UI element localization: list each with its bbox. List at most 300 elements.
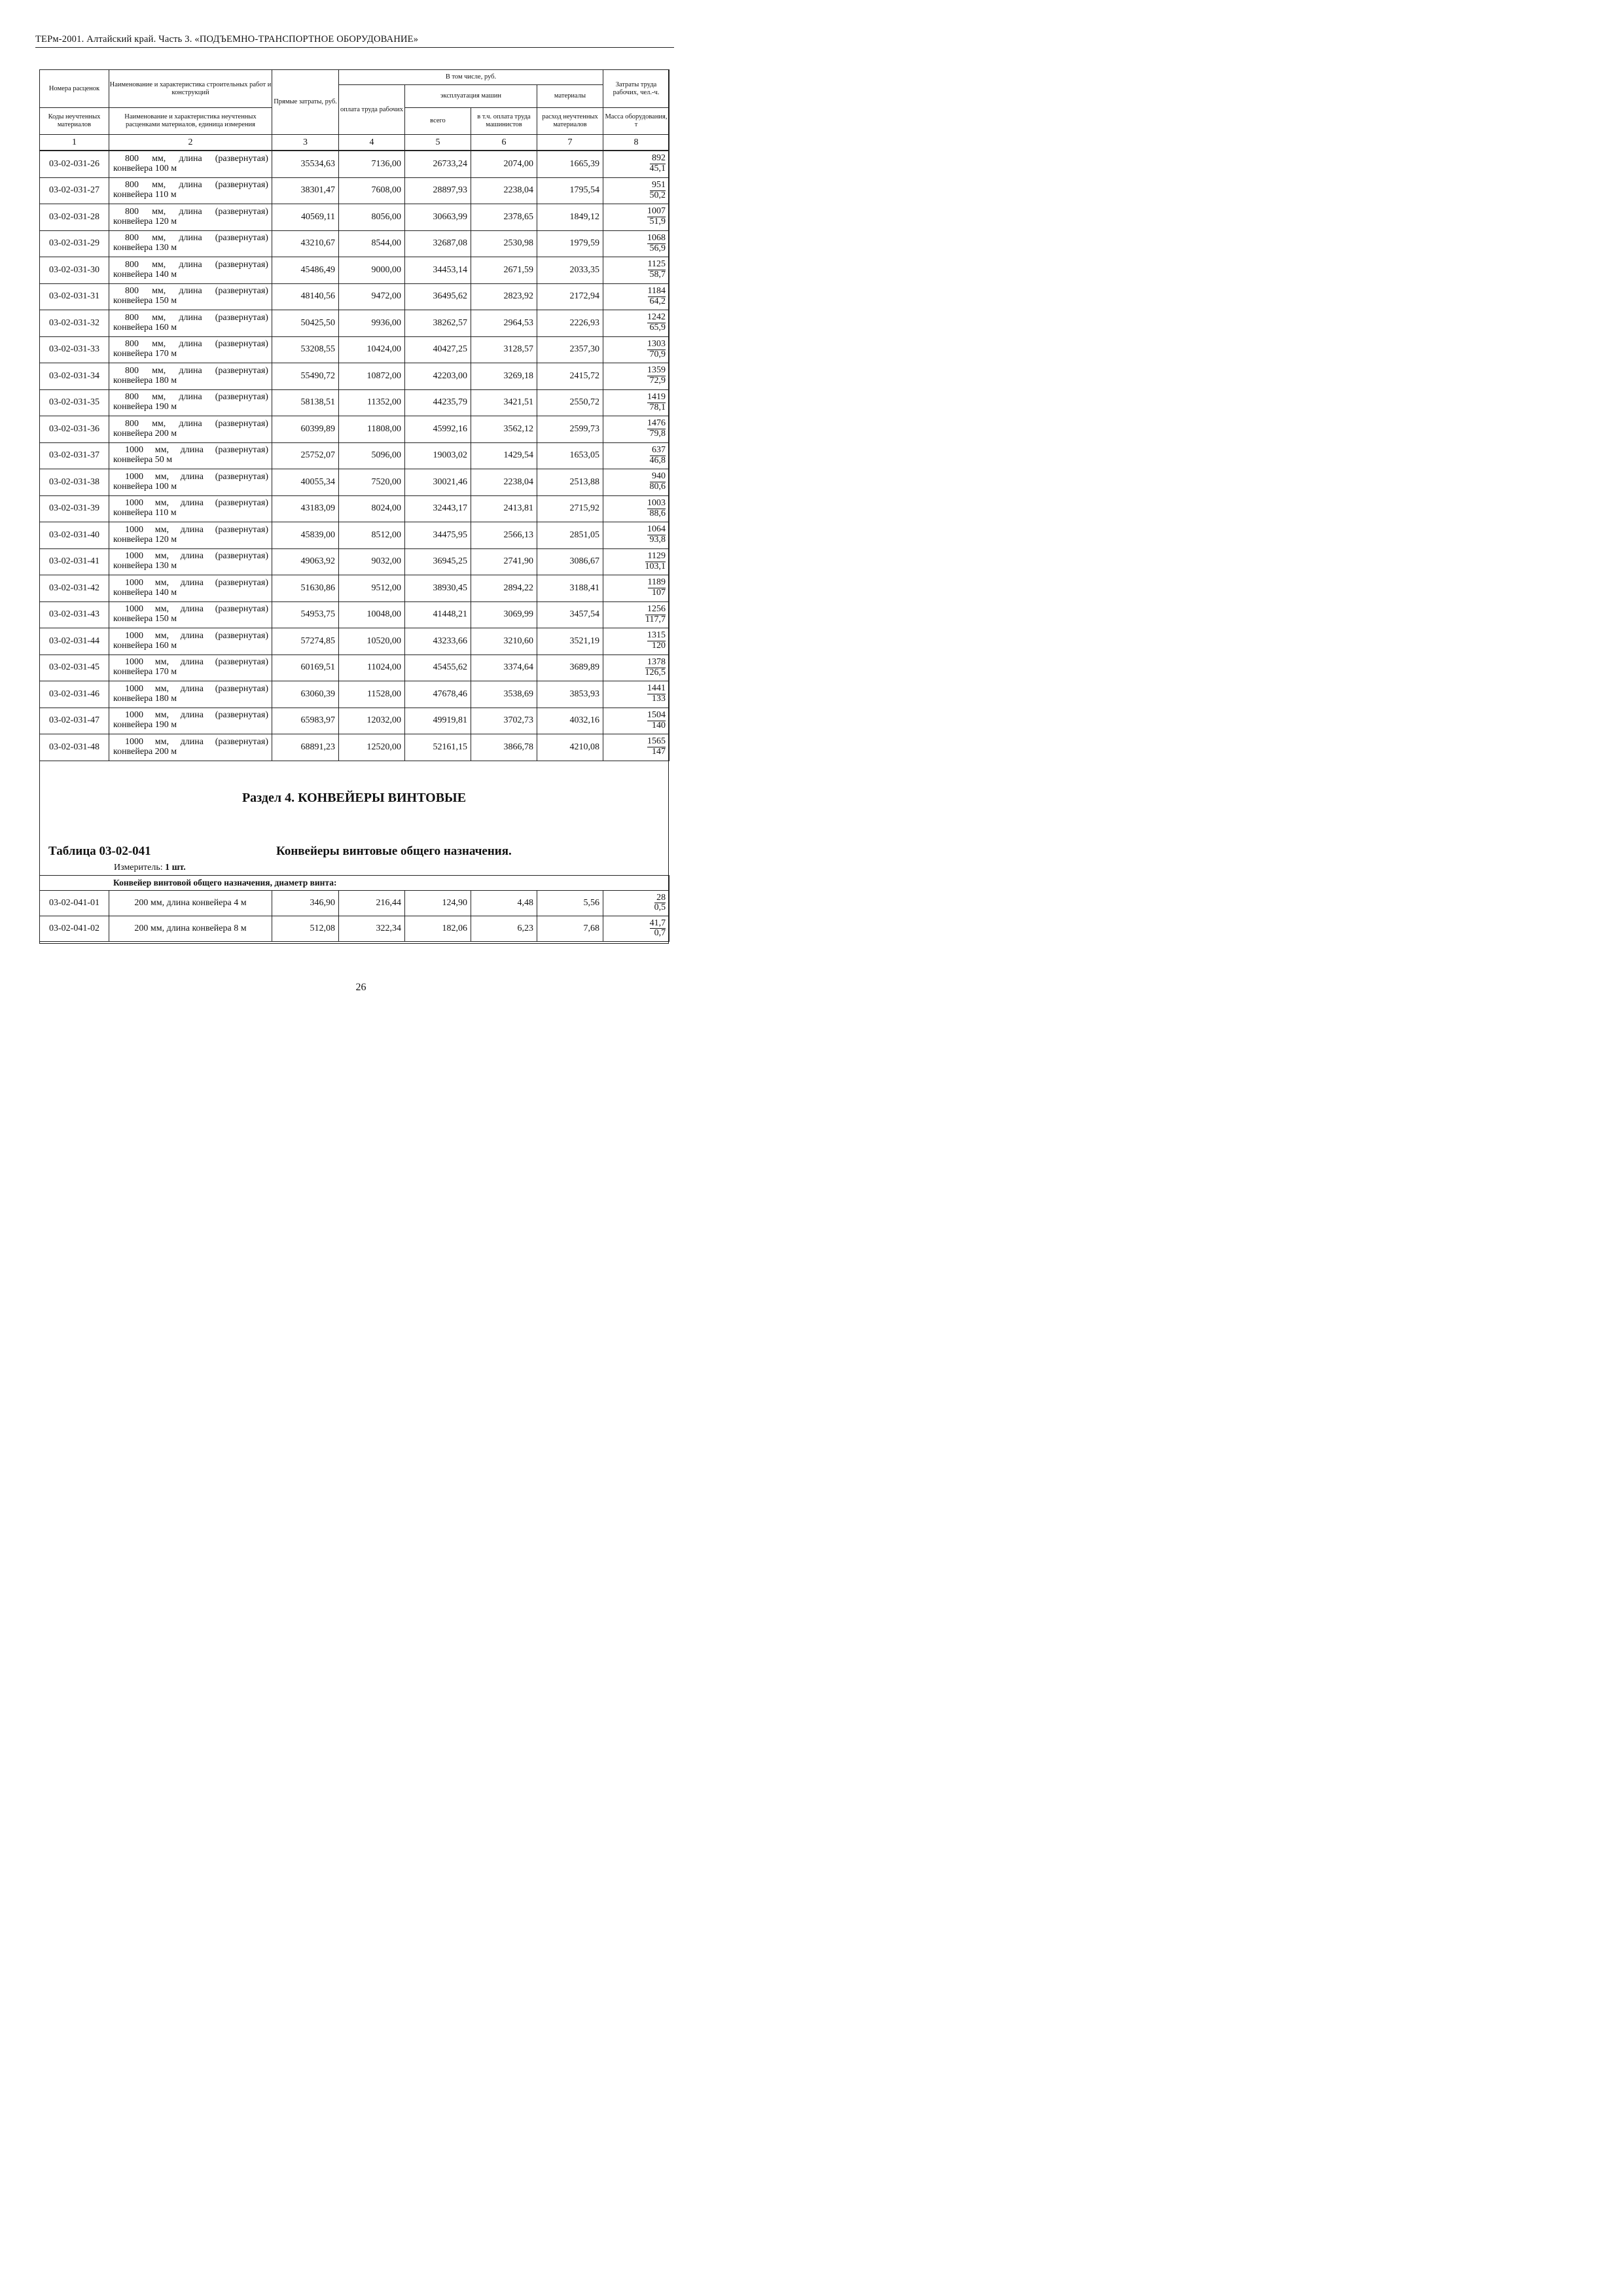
labor-hours: 1476 — [647, 418, 666, 429]
description-line: конвейера 200 м — [113, 746, 177, 757]
table-header — [39, 69, 669, 151]
description-word: длина — [179, 286, 202, 296]
direct-cost: 60399,89 — [272, 416, 339, 443]
work-description — [109, 177, 272, 204]
description-word: мм, — [154, 736, 169, 747]
hdr-labor-pay: оплата труда рабочих — [339, 85, 405, 135]
rate-code: 03-02-031-39 — [40, 495, 109, 522]
labor-mass-fraction — [647, 207, 666, 226]
labor-hours: 1303 — [647, 338, 666, 349]
machines-total: 45455,62 — [405, 655, 471, 681]
work-description — [109, 336, 272, 363]
work-description — [109, 575, 272, 602]
description-word: длина — [180, 445, 204, 456]
machines-total: 38262,57 — [405, 310, 471, 337]
materials: 2550,72 — [537, 389, 603, 416]
description-word: длина — [179, 392, 202, 403]
machines-total: 43233,66 — [405, 628, 471, 655]
machines-total: 182,06 — [405, 916, 471, 942]
labor-mass-cell — [603, 283, 669, 310]
labor-mass-cell — [603, 495, 669, 522]
machines-driver-pay: 1429,54 — [471, 442, 537, 469]
description-word: (развернутая) — [215, 683, 268, 694]
description-line — [113, 526, 268, 535]
work-description — [109, 655, 272, 681]
description-word: мм, — [152, 339, 166, 350]
description-word: длина — [180, 577, 204, 588]
description-word: мм, — [154, 710, 169, 721]
rate-code: 03-02-041-01 — [40, 891, 109, 916]
description-word: 800 — [125, 259, 139, 270]
labor-hours: 1378 — [645, 658, 666, 668]
description-word: 800 — [125, 233, 139, 243]
machines-total: 49919,81 — [405, 708, 471, 734]
work-description — [109, 548, 272, 575]
materials: 1849,12 — [537, 204, 603, 231]
machines-total: 32443,17 — [405, 495, 471, 522]
description-word: 1000 — [125, 736, 143, 747]
machines-total: 42203,00 — [405, 363, 471, 390]
labor-mass-cell — [603, 310, 669, 337]
labor-mass-fraction — [647, 393, 666, 412]
table-title: Конвейеры винтовые общего назначения. — [276, 844, 512, 858]
sub-header: Конвейер винтовой общего назначения, диаметр винта: — [40, 876, 669, 891]
hdr-unacc-materials: расход неучтенных материалов — [537, 108, 603, 135]
description-word: 1000 — [125, 445, 143, 456]
description-word: 800 — [125, 206, 139, 217]
description-word: длина — [179, 259, 202, 270]
work-description — [109, 734, 272, 761]
equipment-mass: 88,6 — [649, 508, 666, 518]
description-word: (развернутая) — [215, 551, 268, 562]
table-row — [40, 416, 669, 443]
description-word: длина — [179, 206, 202, 217]
labor-hours: 1003 — [647, 497, 666, 508]
materials: 3521,19 — [537, 628, 603, 655]
labor-mass-fraction — [647, 525, 666, 545]
direct-cost: 57274,85 — [272, 628, 339, 655]
equipment-mass: 65,9 — [649, 323, 666, 333]
work-description — [109, 495, 272, 522]
equipment-mass: 46,8 — [649, 455, 666, 465]
description-line: конвейера 100 м — [113, 481, 177, 492]
rate-code: 03-02-041-02 — [40, 916, 109, 942]
machines-total: 19003,02 — [405, 442, 471, 469]
description-word: 800 — [125, 339, 139, 350]
col-number: 2 — [109, 135, 272, 151]
machines-total: 45992,16 — [405, 416, 471, 443]
materials: 1795,54 — [537, 177, 603, 204]
machines-total: 28897,93 — [405, 177, 471, 204]
direct-cost: 51630,86 — [272, 575, 339, 602]
description-word: (развернутая) — [215, 445, 268, 456]
machines-driver-pay: 2378,65 — [471, 204, 537, 231]
labor-mass-cell — [603, 522, 669, 549]
work-description — [109, 522, 272, 549]
machines-driver-pay: 4,48 — [471, 891, 537, 916]
description-line — [113, 605, 268, 615]
description-line — [113, 685, 268, 694]
materials: 5,56 — [537, 891, 603, 916]
description-word: (развернутая) — [215, 524, 268, 535]
materials: 2357,30 — [537, 336, 603, 363]
labor-hours: 637 — [650, 446, 666, 456]
rate-code: 03-02-031-43 — [40, 601, 109, 628]
hdr-direct: Прямые затраты, руб. — [272, 70, 339, 135]
direct-cost: 40055,34 — [272, 469, 339, 496]
labor-pay: 9472,00 — [339, 283, 405, 310]
equipment-mass: 0,7 — [654, 928, 666, 939]
description-word: мм, — [154, 577, 169, 588]
labor-mass-fraction — [650, 472, 666, 492]
labor-pay: 12032,00 — [339, 708, 405, 734]
labor-mass-fraction — [645, 552, 666, 571]
labor-mass-fraction — [645, 658, 666, 677]
description-line: конвейера 120 м — [113, 534, 177, 545]
description-word: (развернутая) — [215, 471, 268, 482]
table-row — [40, 681, 669, 708]
equipment-mass: 72,9 — [649, 376, 666, 386]
labor-pay: 9000,00 — [339, 257, 405, 284]
machines-total: 36945,25 — [405, 548, 471, 575]
description-line: конвейера 100 м — [113, 163, 177, 173]
machines-total: 30663,99 — [405, 204, 471, 231]
labor-pay: 10048,00 — [339, 601, 405, 628]
rates-table-body — [39, 151, 669, 761]
machines-driver-pay: 2238,04 — [471, 469, 537, 496]
direct-cost: 346,90 — [272, 891, 339, 916]
description-word: 1000 — [125, 524, 143, 535]
materials: 2172,94 — [537, 283, 603, 310]
description-word: длина — [180, 630, 204, 641]
labor-pay: 8056,00 — [339, 204, 405, 231]
labor-hours: 1256 — [645, 605, 666, 615]
table-row — [40, 363, 669, 390]
work-description — [109, 708, 272, 734]
description-line — [113, 207, 268, 217]
labor-mass-fraction — [647, 737, 666, 757]
rate-code: 03-02-031-42 — [40, 575, 109, 602]
description-line: конвейера 120 м — [113, 216, 177, 226]
description-word: 800 — [125, 392, 139, 403]
table-row — [40, 522, 669, 549]
description-line — [113, 181, 268, 190]
rate-code: 03-02-031-31 — [40, 283, 109, 310]
description-word: (развернутая) — [215, 312, 268, 323]
materials: 4210,08 — [537, 734, 603, 761]
machines-driver-pay: 2238,04 — [471, 177, 537, 204]
description-word: 1000 — [125, 683, 143, 694]
equipment-mass: 58,7 — [649, 270, 666, 280]
labor-mass-cell — [603, 548, 669, 575]
direct-cost: 35534,63 — [272, 151, 339, 178]
hdr-materials: материалы — [537, 85, 603, 108]
hdr-including: В том числе, руб. — [339, 70, 603, 85]
rate-code: 03-02-031-41 — [40, 548, 109, 575]
equipment-mass: 70,9 — [649, 349, 666, 359]
table-row — [40, 257, 669, 284]
description-word: (развернутая) — [215, 259, 268, 270]
hdr-codes: Номера расценок — [40, 70, 109, 108]
labor-mass-fraction — [650, 446, 666, 465]
direct-cost: 43183,09 — [272, 495, 339, 522]
work-description — [109, 416, 272, 443]
labor-hours: 1129 — [645, 552, 666, 562]
labor-pay: 216,44 — [339, 891, 405, 916]
work-description: 200 мм, длина конвейера 4 м — [109, 891, 272, 916]
work-description — [109, 283, 272, 310]
machines-driver-pay: 2530,98 — [471, 230, 537, 257]
table-row — [40, 204, 669, 231]
col-number: 6 — [471, 135, 537, 151]
work-description — [109, 204, 272, 231]
materials: 4032,16 — [537, 708, 603, 734]
rate-code: 03-02-031-44 — [40, 628, 109, 655]
labor-mass-cell — [603, 891, 669, 916]
table-row — [40, 548, 669, 575]
labor-hours: 1504 — [647, 709, 666, 720]
equipment-mass: 126,5 — [645, 667, 666, 677]
labor-pay: 11024,00 — [339, 655, 405, 681]
table-row — [40, 495, 669, 522]
equipment-mass: 79,8 — [649, 429, 666, 439]
rate-code: 03-02-031-37 — [40, 442, 109, 469]
table-row — [40, 336, 669, 363]
description-word: мм, — [154, 551, 169, 562]
description-line — [113, 446, 268, 456]
labor-mass-fraction — [654, 893, 666, 913]
col-number: 8 — [603, 135, 669, 151]
equipment-mass: 140 — [652, 720, 666, 730]
labor-mass-fraction — [647, 499, 666, 518]
labor-mass-cell — [603, 230, 669, 257]
equipment-mass: 50,2 — [649, 190, 666, 200]
description-word: длина — [179, 339, 202, 350]
machines-driver-pay: 2894,22 — [471, 575, 537, 602]
rate-code: 03-02-031-27 — [40, 177, 109, 204]
description-word: мм, — [152, 312, 166, 323]
description-line: конвейера 170 м — [113, 667, 177, 677]
hdr-machines-driver: в т.ч. оплата труда машинистов — [471, 108, 537, 135]
labor-mass-fraction — [650, 181, 666, 200]
labor-mass-cell — [603, 389, 669, 416]
table-row — [40, 601, 669, 628]
work-description — [109, 389, 272, 416]
description-line — [113, 420, 268, 429]
machines-driver-pay: 3538,69 — [471, 681, 537, 708]
machines-total: 52161,15 — [405, 734, 471, 761]
description-word: мм, — [154, 630, 169, 641]
description-word: (развернутая) — [215, 577, 268, 588]
hdr-work-name: Наименование и характеристика строительных работ и конструкций — [109, 70, 272, 108]
description-word: длина — [179, 180, 202, 190]
labor-mass-fraction — [647, 340, 666, 359]
labor-pay: 9512,00 — [339, 575, 405, 602]
meter-label: Измеритель: — [114, 863, 163, 872]
description-line — [113, 552, 268, 562]
labor-hours: 28 — [654, 893, 666, 904]
direct-cost: 25752,07 — [272, 442, 339, 469]
meter-value: 1 шт. — [165, 863, 186, 872]
equipment-mass: 93,8 — [649, 535, 666, 545]
description-word: (развернутая) — [215, 392, 268, 403]
equipment-mass: 45,1 — [649, 164, 666, 174]
labor-pay: 12520,00 — [339, 734, 405, 761]
labor-hours: 1068 — [647, 232, 666, 243]
direct-cost: 45839,00 — [272, 522, 339, 549]
labor-pay: 9936,00 — [339, 310, 405, 337]
labor-mass-cell — [603, 257, 669, 284]
description-word: (развернутая) — [215, 630, 268, 641]
labor-mass-cell — [603, 336, 669, 363]
labor-hours: 1359 — [647, 365, 666, 376]
materials: 3188,41 — [537, 575, 603, 602]
rate-code: 03-02-031-46 — [40, 681, 109, 708]
labor-mass-cell — [603, 655, 669, 681]
machines-total: 44235,79 — [405, 389, 471, 416]
labor-pay: 10520,00 — [339, 628, 405, 655]
direct-cost: 68891,23 — [272, 734, 339, 761]
equipment-mass: 80,6 — [649, 482, 666, 492]
description-word: (развернутая) — [215, 657, 268, 668]
description-line: конвейера 140 м — [113, 269, 177, 279]
rate-code: 03-02-031-47 — [40, 708, 109, 734]
description-word: мм, — [154, 683, 169, 694]
machines-driver-pay: 3374,64 — [471, 655, 537, 681]
hdr-machines-total: всего — [405, 108, 471, 135]
description-line: конвейера 50 м — [113, 455, 173, 465]
machines-total: 34453,14 — [405, 257, 471, 284]
work-description — [109, 257, 272, 284]
rate-code: 03-02-031-36 — [40, 416, 109, 443]
materials: 1653,05 — [537, 442, 603, 469]
table-row — [40, 151, 669, 178]
materials: 7,68 — [537, 916, 603, 942]
labor-hours: 41,7 — [649, 918, 666, 928]
description-word: (развернутая) — [215, 710, 268, 721]
description-line: конвейера 130 м — [113, 561, 177, 571]
machines-driver-pay: 3069,99 — [471, 601, 537, 628]
description-line — [113, 658, 268, 668]
labor-pay: 8512,00 — [339, 522, 405, 549]
labor-pay: 7608,00 — [339, 177, 405, 204]
labor-mass-cell — [603, 916, 669, 942]
description-word: (развернутая) — [215, 365, 268, 376]
description-line — [113, 260, 268, 270]
work-description — [109, 628, 272, 655]
description-word: (развернутая) — [215, 418, 268, 429]
col-number: 5 — [405, 135, 471, 151]
materials: 2715,92 — [537, 495, 603, 522]
materials: 2033,35 — [537, 257, 603, 284]
description-word: 1000 — [125, 551, 143, 562]
machines-driver-pay: 3210,60 — [471, 628, 537, 655]
description-line: конвейера 110 м — [113, 508, 177, 518]
table-row — [40, 628, 669, 655]
equipment-mass: 133 — [652, 694, 666, 704]
description-word: мм, — [154, 445, 169, 456]
description-word: длина — [180, 524, 204, 535]
machines-total: 36495,62 — [405, 283, 471, 310]
rate-code: 03-02-031-48 — [40, 734, 109, 761]
machines-total: 34475,95 — [405, 522, 471, 549]
section-title: Раздел 4. КОНВЕЙЕРЫ ВИНТОВЫЕ — [241, 791, 467, 805]
labor-pay: 9032,00 — [339, 548, 405, 575]
rate-code: 03-02-031-35 — [40, 389, 109, 416]
hdr-unacc-codes: Коды неучтенных материалов — [40, 108, 109, 135]
table-row — [40, 891, 669, 916]
labor-mass-fraction — [647, 366, 666, 386]
labor-pay: 11808,00 — [339, 416, 405, 443]
labor-mass-fraction — [648, 287, 666, 306]
machines-driver-pay: 3269,18 — [471, 363, 537, 390]
labor-mass-fraction — [650, 919, 666, 939]
description-word: 800 — [125, 418, 139, 429]
description-line: конвейера 140 м — [113, 587, 177, 598]
machines-driver-pay: 2671,59 — [471, 257, 537, 284]
equipment-mass: 120 — [652, 641, 666, 651]
labor-pay: 7136,00 — [339, 151, 405, 178]
labor-mass-cell — [603, 469, 669, 496]
description-word: мм, — [154, 657, 169, 668]
description-word: мм, — [152, 392, 166, 403]
description-line: конвейера 180 м — [113, 693, 177, 704]
machines-driver-pay: 2964,53 — [471, 310, 537, 337]
labor-mass-cell — [603, 601, 669, 628]
machines-driver-pay: 3866,78 — [471, 734, 537, 761]
table-row — [40, 469, 669, 496]
rate-code: 03-02-031-26 — [40, 151, 109, 178]
direct-cost: 45486,49 — [272, 257, 339, 284]
description-word: (развернутая) — [215, 206, 268, 217]
description-word: длина — [179, 365, 202, 376]
rate-code: 03-02-031-45 — [40, 655, 109, 681]
materials: 3689,89 — [537, 655, 603, 681]
work-description: 200 мм, длина конвейера 8 м — [109, 916, 272, 942]
rate-code: 03-02-031-28 — [40, 204, 109, 231]
labor-mass-cell — [603, 734, 669, 761]
labor-hours: 1419 — [647, 391, 666, 402]
equipment-mass: 64,2 — [649, 296, 666, 306]
labor-mass-cell — [603, 681, 669, 708]
description-line — [113, 499, 268, 509]
hdr-machines: эксплуатация машин — [405, 85, 537, 108]
description-word: 800 — [125, 312, 139, 323]
table-row — [40, 575, 669, 602]
description-word: длина — [179, 312, 202, 323]
description-word: мм, — [154, 471, 169, 482]
running-header: ТЕРм-2001. Алтайский край. Часть 3. «ПОДЪЕМНО-ТРАНСПОРТНОЕ ОБОРУДОВАНИЕ» — [35, 34, 674, 48]
labor-mass-cell — [603, 363, 669, 390]
table-row — [40, 389, 669, 416]
labor-mass-cell — [603, 708, 669, 734]
materials: 1665,39 — [537, 151, 603, 178]
table-row — [40, 310, 669, 337]
description-word: 1000 — [125, 604, 143, 615]
labor-hours: 1315 — [647, 630, 666, 641]
labor-hours: 1441 — [647, 683, 666, 694]
description-line — [113, 738, 268, 747]
description-word: 800 — [125, 180, 139, 190]
description-line — [113, 314, 268, 323]
description-word: длина — [180, 471, 204, 482]
table-row — [40, 734, 669, 761]
description-line — [113, 367, 268, 376]
description-line — [113, 393, 268, 403]
machines-total: 38930,45 — [405, 575, 471, 602]
labor-pay: 11352,00 — [339, 389, 405, 416]
labor-pay: 5096,00 — [339, 442, 405, 469]
